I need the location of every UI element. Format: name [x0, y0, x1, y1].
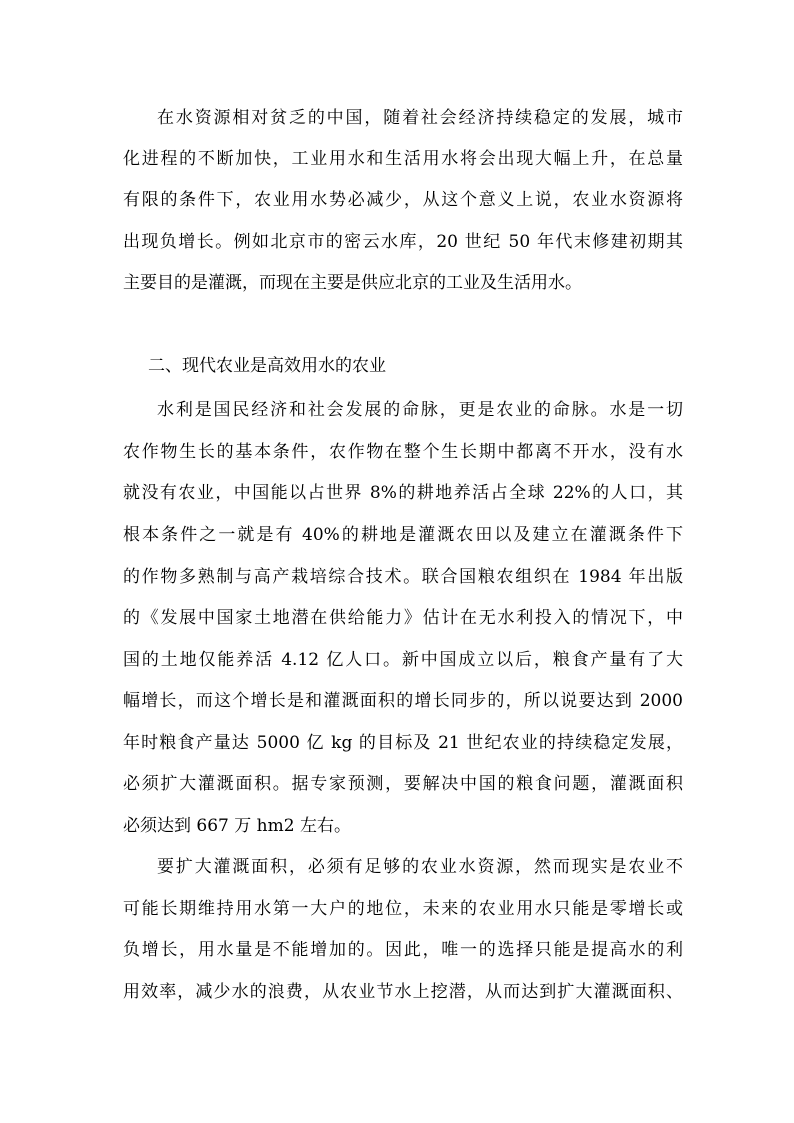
paragraph-1-line-1: 在水资源相对贫乏的中国，随着社会经济持续稳定的发展，城市: [157, 108, 683, 128]
paragraph-2-line-9: 年时粮食产量达 5000 亿 kg 的目标及 21 世纪农业的持续稳定发展，: [123, 733, 683, 753]
paragraph-2-line-2: 农作物生长的基本条件，农作物在整个生长期中都离不开水，没有水: [123, 442, 683, 462]
paragraph-1-line-3: 有限的条件下，农业用水势必减少，从这个意义上说，农业水资源将: [123, 190, 683, 210]
paragraph-3-line-2: 可能长期维持用水第一大户的地位，未来的农业用水只能是零增长或: [123, 899, 683, 919]
paragraph-2-line-11: 必须达到 667 万 hm2 左右。: [123, 816, 351, 836]
paragraph-1-line-2: 化进程的不断加快，工业用水和生活用水将会出现大幅上升，在总量: [123, 149, 683, 169]
paragraph-2-line-6: 的《发展中国家土地潜在供给能力》估计在无水利投入的情况下，中: [123, 608, 683, 628]
paragraph-1-line-5: 主要目的是灌溉，而现在主要是供应北京的工业及生活用水。: [123, 273, 582, 293]
section-heading: 二、现代农业是高效用水的农业: [148, 356, 386, 376]
paragraph-2-line-4: 根本条件之一就是有 40%的耕地是灌溉农田以及建立在灌溉条件下: [123, 525, 683, 545]
paragraph-2-line-5: 的作物多熟制与高产栽培综合技术。联合国粮农组织在 1984 年出版: [123, 567, 683, 587]
paragraph-1-line-4: 出现负增长。例如北京市的密云水库，20 世纪 50 年代末修建初期其: [123, 232, 683, 252]
paragraph-2-line-7: 国的土地仅能养活 4.12 亿人口。新中国成立以后，粮食产量有了大: [123, 650, 683, 670]
paragraph-2-line-10: 必须扩大灌溉面积。据专家预测，要解决中国的粮食问题，灌溉面积: [123, 774, 683, 794]
paragraph-2-line-1: 水利是国民经济和社会发展的命脉，更是农业的命脉。水是一切: [157, 400, 683, 420]
paragraph-3-line-1: 要扩大灌溉面积，必须有足够的农业水资源，然而现实是农业不: [157, 857, 683, 877]
paragraph-3-line-4: 用效率，减少水的浪费，从农业节水上挖潜，从而达到扩大灌溉面积、: [123, 982, 683, 1002]
paragraph-2-line-8: 幅增长，而这个增长是和灌溉面积的增长同步的，所以说要达到 2000: [123, 691, 683, 711]
paragraph-2-line-3: 就没有农业，中国能以占世界 8%的耕地养活占全球 22%的人口，其: [123, 483, 683, 503]
paragraph-3-line-3: 负增长，用水量是不能增加的。因此，唯一的选择只能是提高水的利: [123, 940, 683, 960]
